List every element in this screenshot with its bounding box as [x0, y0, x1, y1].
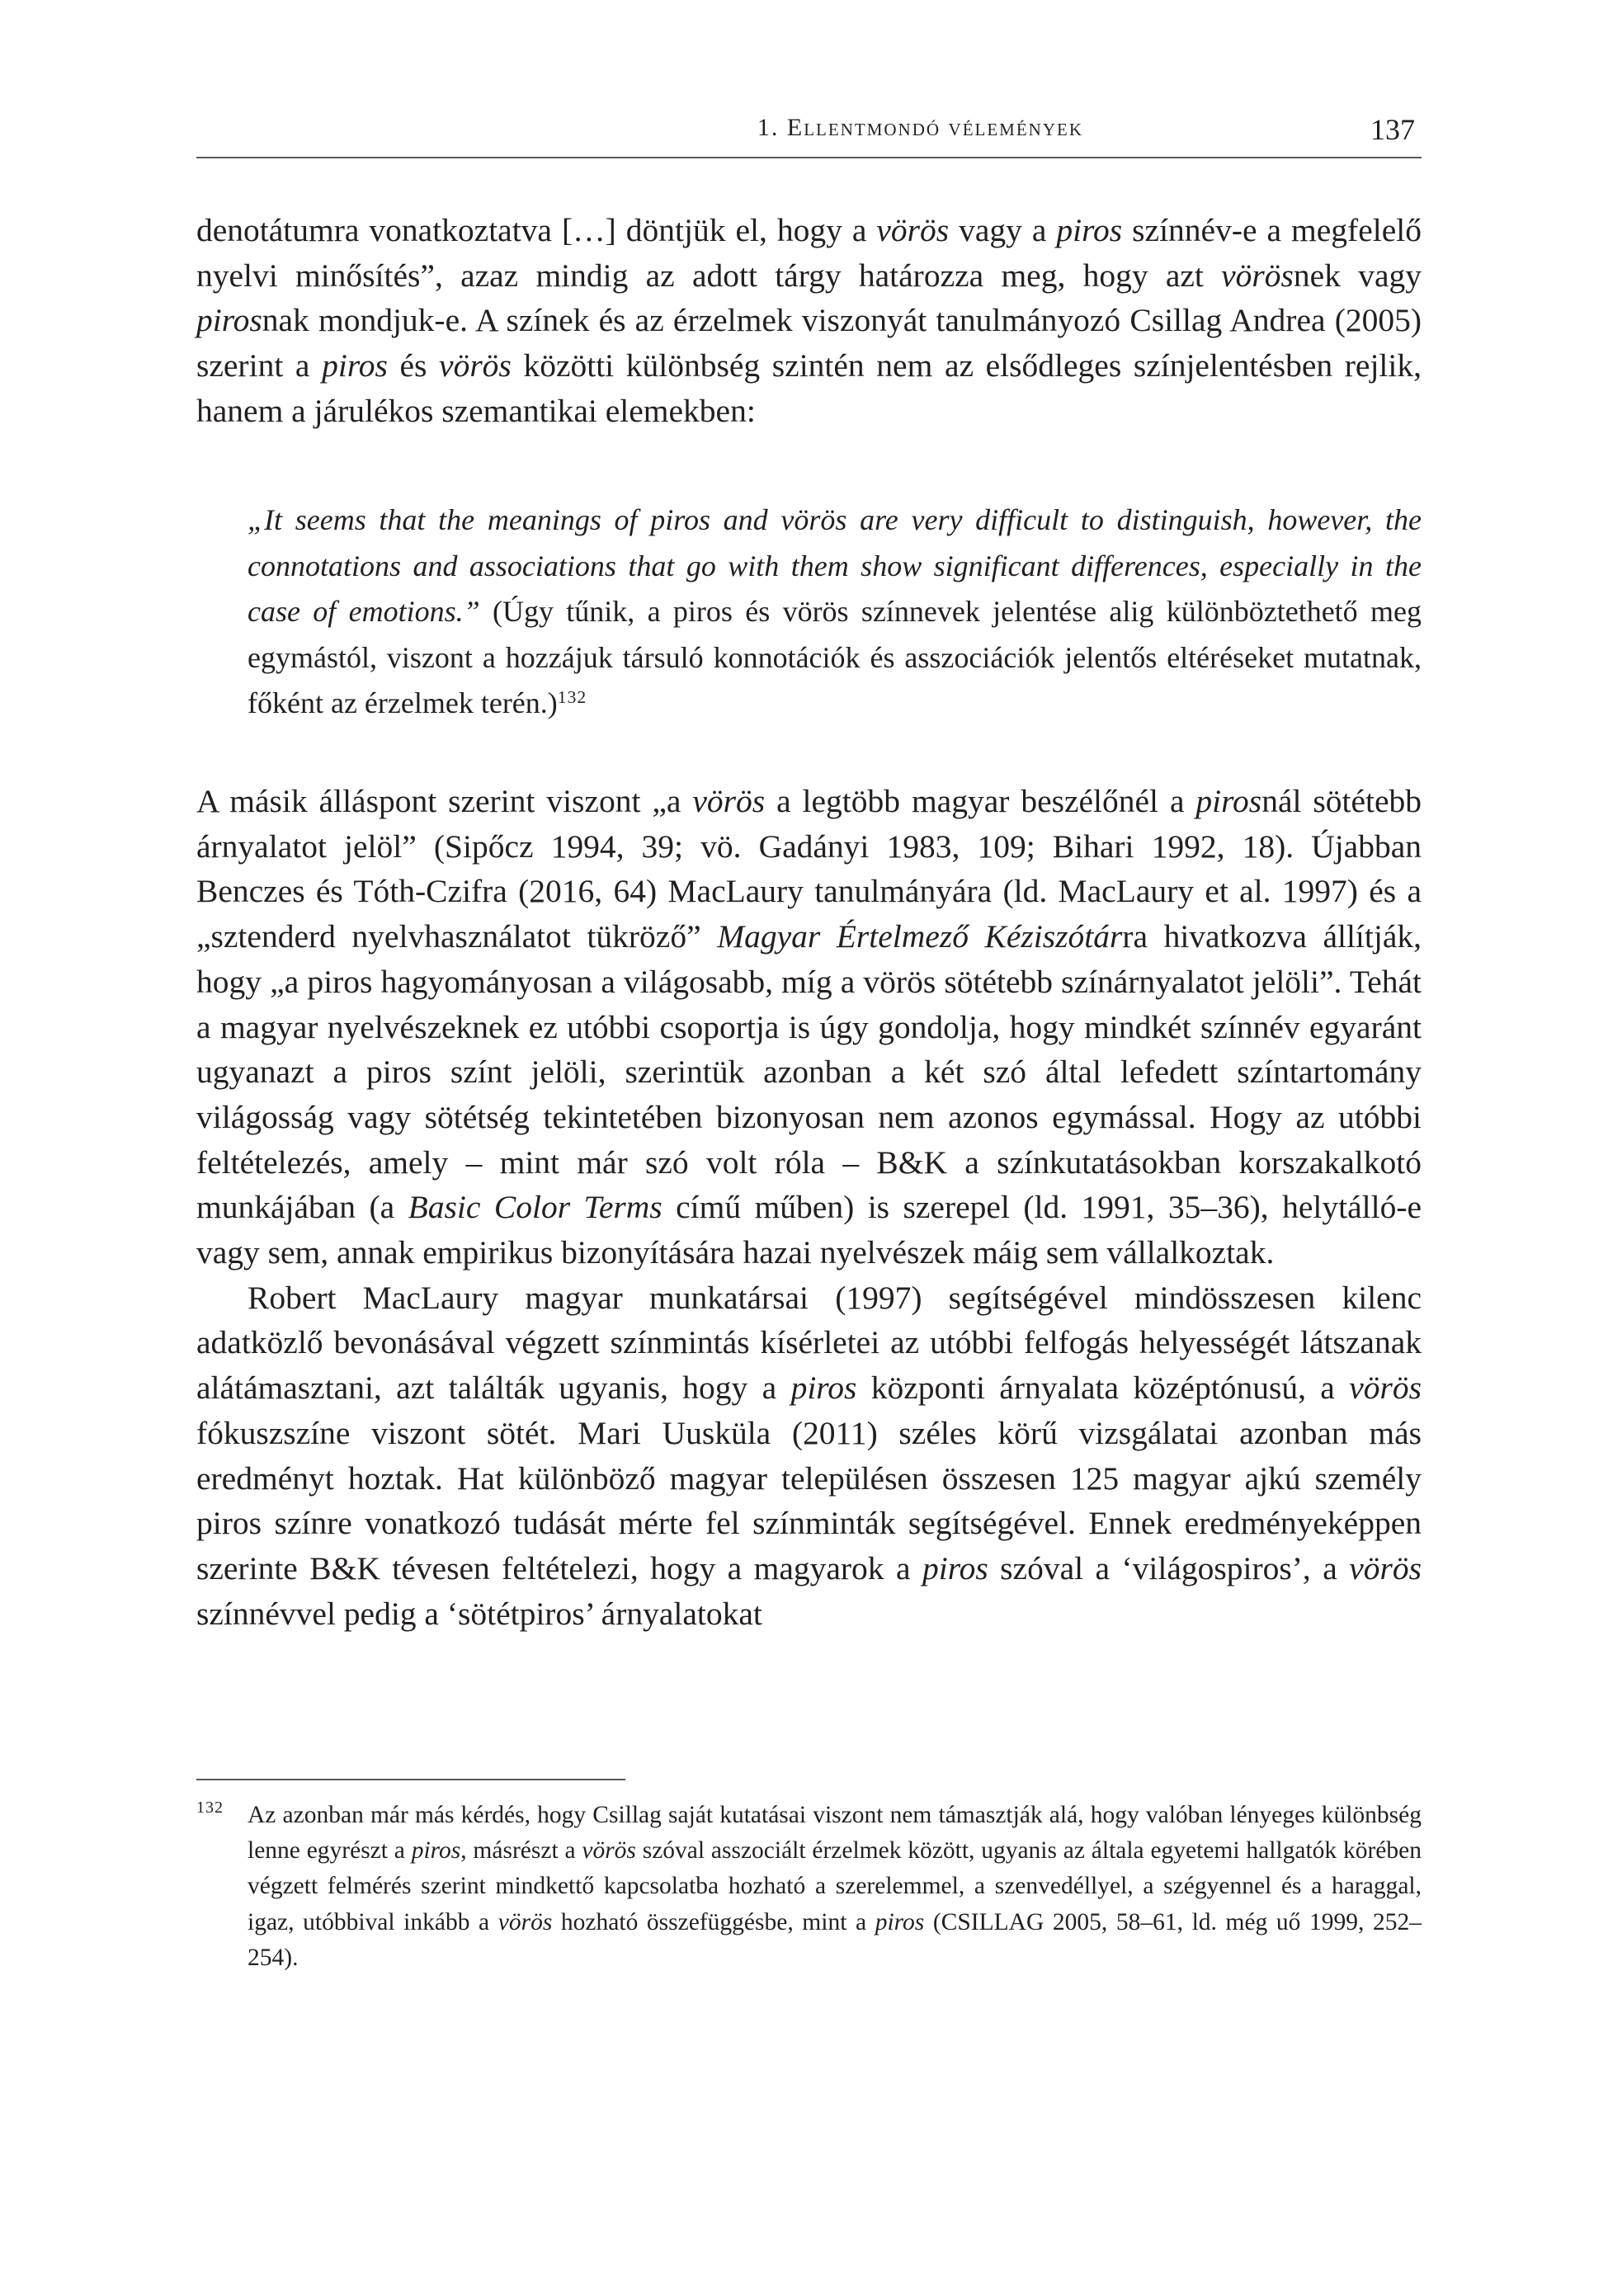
quote-translation: (Úgy tűnik, a piros és vörös színnevek jelentése alig különböztethető meg egymástól, viszont a hozzájuk társuló konnotációk és asszociációk jelentős eltéréseket mutatnak, főként az érzelmek terén.) [248, 595, 1422, 719]
paragraph-2: A másik álláspont szerint viszont „a vörös a legtöbb magyar beszélőnél a pirosnál sötétebb árnyalatot jelöl” (Sipőcz 1994, 39; vö. Gadányi 1983, 109; Bihari 1992, 18). Újabban Benczes és Tóth-Czifra (2016, 64) MacLaury tanulmányára (ld. MacLaury et al. 1997) és a „sztenderd nyelvhasználatot tükröző” Magyar Értelmező Kéziszótárra hivatkozva állítják, hogy „a piros hagyományosan a világosabb, míg a vörös sötétebb színárnyalatot jelöli”. Tehát a magyar nyelvészeknek ez utóbbi csoportja is úgy gondolja, hogy mindkét színnév egyaránt ugyanazt a piros színt jelöli, szerintük azonban a két szó által lefedett színtartomány világosság vagy sötétség tekintetében bizonyosan nem azonos egymással. Hogy az utóbbi feltételezés, amely – mint már szó volt róla – B&K a színkutatásokban korszakalkotó munkájában (a Basic Color Terms című műben) is szerepel (ld. 1991, 35–36), helytálló-e vagy sem, annak empirikus bizonyítására hazai nyelvészek máig sem vállalkoztak. Robert MacLaury magyar munkatársai (1997) segítségével mindösszesen kilenc adatközlő bevonásával végzett színmintás kísérletei az utóbbi felfogás helyességét látszanak alátámasztani, azt találták ugyanis, hogy a piros központi árnyalata középtónusú, a vörös fókuszszíne viszont sötét. Mari Uusküla (2011) széles körű vizsgálatai azonban más eredményt hoztak. Hat különböző magyar településen összesen 125 magyar ajkú személy piros színre vonatkozó tudását mérte fel színminták segítségével. Ennek eredményeképpen szerinte B&K tévesen feltételezi, hogy a magyarok a piros szóval a ‘világospiros’, a vörös színnévvel pedig a ‘sötétpiros’ árnyalatokat [196, 779, 1422, 1636]
footnote-divider [196, 1779, 625, 1780]
running-header [196, 109, 1422, 158]
footnote-reference[interactable]: 132 [557, 687, 587, 708]
chapter-title: 1. Ellentmondó vélemények [757, 114, 1083, 141]
footnote-number: 132 [196, 1799, 224, 1817]
footnote-132: Az azonban már más kérdés, hogy Csillag saját kutatásai viszont nem támasztják alá, hogy valóban lényeges különbség lenne egyrészt a piros, másrészt a vörös szóval asszociált érzelmek között, ugyanis az általa egyetemi hallgatók körében végzett felmérés szerint mindkettő kapcsolatba hozható a szerelemmel, a szenvedéllyel, a szégyennel és a haraggal, igaz, utóbbival inkább a vörös hozható összefüggésbe, mint a piros (CSILLAG 2005, 58–61, ld. még uő 1999, 252–254). [248, 1802, 1422, 1971]
quote-english: „It seems that the meanings of piros and vörös are very difficult to distinguish, however, the connotations and associations that go with them show significant differences, especially in the case of emotions.” [248, 503, 1422, 628]
paragraph-3: Robert MacLaury magyar munkatársai (1997) segítségével mindösszesen kilenc adatközlő bevonásával végzett színmintás kísérletei az utóbbi felfogás helyességét látszanak alátámasztani, azt találták ugyanis, hogy a piros központi árnyalata középtónusú, a vörös fókuszszíne viszont sötét. Mari Uusküla (2011) széles körű vizsgálatai azonban más eredményt hoztak. Hat különböző magyar településen összesen 125 magyar ajkú személy piros színre vonatkozó tudását mérte fel színminták segítségével. Ennek eredményeképpen szerinte B&K tévesen feltételezi, hogy a magyarok a piros szóval a ‘világospiros’, a vörös színnévvel pedig a ‘sötétpiros’ árnyalatokat [196, 1279, 1422, 1632]
block-quote [248, 497, 1422, 727]
paragraph-1: denotátumra vonatkoztatva […] döntjük el, hogy a vörös vagy a piros színnév-e a megfelelő nyelvi minősítés”, azaz mindig az adott tárgy határozza meg, hogy azt vörösnek vagy pirosnak mondjuk-e. A színek és az érzelmek viszonyát tanulmányozó Csillag Andrea (2005) szerint a piros és vörös közötti különbség szintén nem az elsődleges színjelentésben rejlik, hanem a járulékos szemantikai elemekben: [196, 212, 1422, 429]
page-number: 137 [1370, 113, 1415, 146]
